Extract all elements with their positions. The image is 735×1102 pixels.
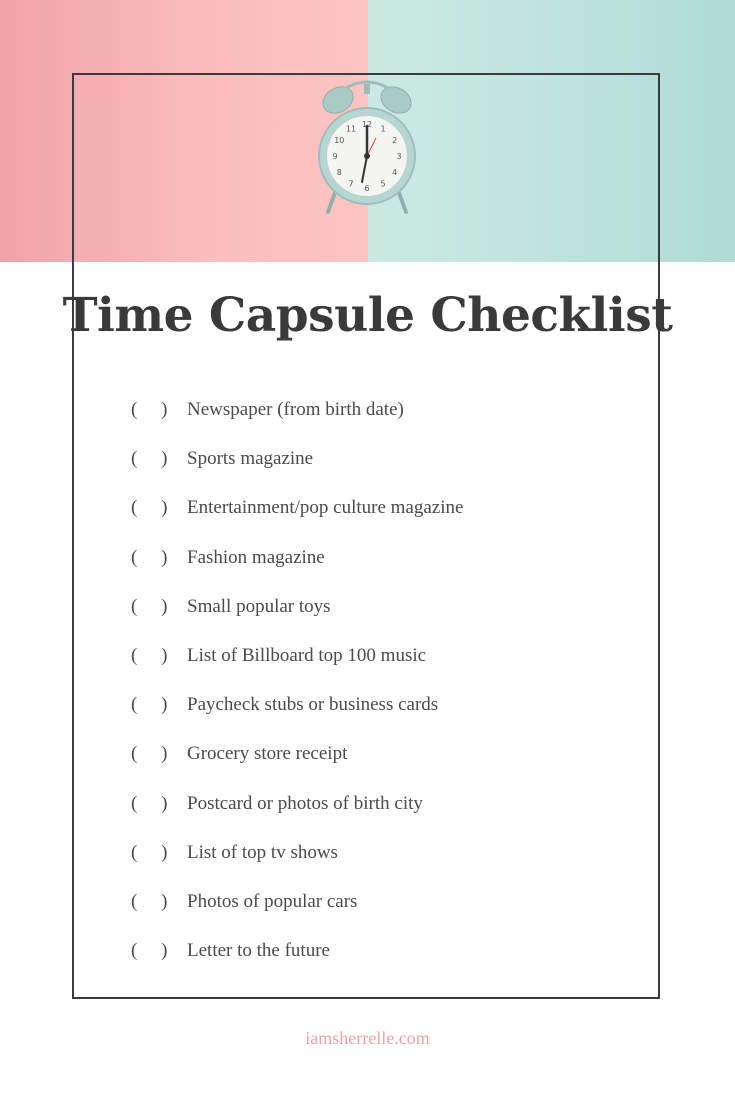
checklist-item-label: List of Billboard top 100 music [187, 645, 427, 666]
checklist-item [0, 833, 735, 873]
clock-numeral: 6 [364, 184, 370, 193]
checkbox-placeholder: ( ) [131, 743, 168, 765]
checkbox-placeholder: ( ) [131, 546, 168, 568]
clock-numeral: 1 [380, 124, 386, 134]
checklist-item [0, 784, 735, 824]
clock-numeral: 7 [348, 179, 354, 189]
checklist-item [0, 587, 735, 627]
checkbox-placeholder: ( ) [131, 940, 168, 962]
checkbox-placeholder: ( ) [131, 891, 168, 912]
clock-numeral: 4 [392, 168, 398, 177]
checklist-item-label: Paycheck stubs or business cards [187, 694, 439, 716]
clock-numeral: 9 [332, 152, 338, 161]
checkbox-placeholder: ( ) [131, 841, 168, 863]
checklist-item [0, 882, 735, 922]
clock-numeral: 3 [396, 152, 402, 161]
checkbox-placeholder: ( ) [131, 497, 168, 519]
checklist-item [0, 685, 735, 725]
clock-numeral: 8 [336, 168, 342, 177]
checklist-item [0, 390, 735, 430]
checkbox-placeholder: ( ) [131, 595, 168, 617]
checkbox-placeholder: ( ) [131, 399, 168, 420]
checklist-item-label: Entertainment/pop culture magazine [187, 497, 464, 519]
clock-numeral: 5 [380, 179, 386, 189]
checklist-item-label: List of top tv shows [187, 841, 338, 863]
checklist-item-label: Newspaper (from birth date) [187, 399, 404, 420]
page-title: Time Capsule Checklist [62, 288, 673, 343]
checklist-item [0, 734, 735, 774]
checkbox-placeholder: ( ) [131, 448, 168, 470]
checkbox-placeholder: ( ) [131, 792, 168, 814]
checklist-item-label: Postcard or photos of birth city [187, 792, 423, 814]
checklist-item [0, 439, 735, 479]
checklist-item-label: Photos of popular cars [187, 891, 358, 912]
clock-numeral: 2 [392, 136, 398, 145]
checklist-item [0, 538, 735, 578]
clock-numeral: 10 [334, 136, 345, 145]
checklist-item-label: Fashion magazine [187, 546, 325, 568]
checklist-item [0, 931, 735, 971]
clock-numeral: 12 [361, 120, 373, 129]
footer-website: iamsherrelle.com [305, 1028, 430, 1048]
clock-numeral: 11 [345, 124, 357, 134]
checklist-item [0, 488, 735, 528]
checkbox-placeholder: ( ) [131, 694, 168, 716]
checkbox-placeholder: ( ) [131, 645, 168, 666]
checklist-item-label: Grocery store receipt [187, 743, 348, 765]
checklist-item [0, 636, 735, 676]
checklist-item-label: Small popular toys [187, 595, 331, 617]
checklist-item-label: Sports magazine [187, 448, 314, 470]
checklist-item-label: Letter to the future [187, 940, 330, 962]
